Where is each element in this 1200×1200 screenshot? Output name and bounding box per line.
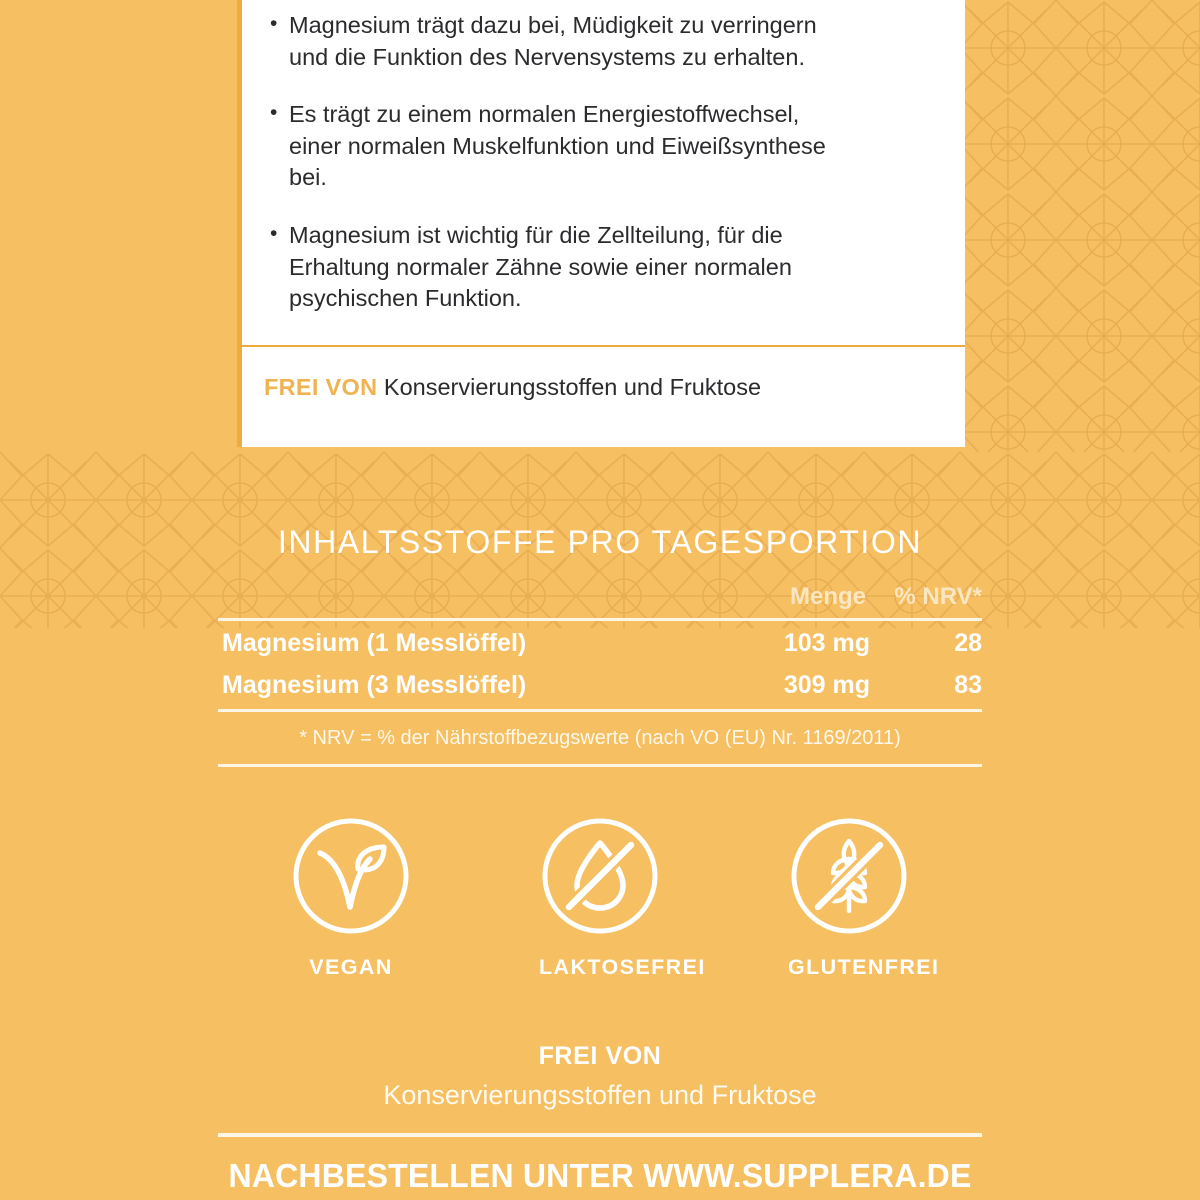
benefit-line: und die Funktion des Nervensystems zu erhalten. — [289, 43, 805, 70]
benefit-line: Erhaltung normaler Zähne sowie einer normalen — [289, 253, 792, 280]
cert-vegan — [290, 815, 412, 980]
list-item — [270, 220, 939, 315]
footer-free-from-text: Konservierungsstoffen und Fruktose — [383, 1080, 817, 1110]
table-rule-bottom — [218, 764, 982, 767]
nrv-footnote: * NRV = % der Nährstoffbezugswerte (nach VO (EU) Nr. 1169/2011) — [299, 727, 901, 749]
no-lactose-droplet-icon — [539, 815, 661, 937]
benefit-line: Es trägt zu einem normalen Energiestoffwechsel, — [289, 101, 800, 128]
cert-label: VEGAN — [309, 955, 393, 979]
list-item — [270, 10, 939, 73]
row-name: Magnesium (1 Messlöffel) — [222, 629, 527, 657]
card-free-from — [264, 374, 761, 401]
benefits-card — [237, 0, 965, 447]
row-nrv: 83 — [954, 671, 982, 699]
cert-lactose-free — [539, 815, 706, 980]
footer-free-from-title: FREI VON — [538, 1042, 662, 1070]
bullet-marker: • — [270, 101, 278, 125]
table-rule-mid — [218, 709, 982, 712]
benefit-line: Magnesium ist wichtig für die Zellteilung, für die — [289, 221, 783, 248]
card-divider — [242, 345, 965, 347]
vegan-leaf-icon — [290, 815, 412, 937]
bullet-marker: • — [270, 12, 278, 35]
row-amount: 103 mg — [783, 629, 870, 657]
nutrition-table — [218, 583, 982, 769]
cert-gluten-free — [788, 815, 940, 980]
header-nrv: % NRV* — [894, 583, 982, 610]
benefit-line: psychischen Funktion. — [289, 285, 522, 312]
table-row — [218, 623, 982, 665]
row-amount: 309 mg — [783, 671, 870, 699]
row-name: Magnesium (3 Messlöffel) — [222, 671, 527, 699]
free-from-accent: FREI VON — [264, 374, 378, 400]
free-from-text: Konservierungsstoffen und Fruktose — [383, 374, 762, 400]
certification-badges — [0, 815, 1200, 980]
cert-label: GLUTENFREI — [788, 955, 940, 979]
no-gluten-wheat-icon — [788, 815, 910, 937]
benefit-line: Magnesium trägt dazu bei, Müdigkeit zu verringern — [289, 12, 817, 38]
benefit-line: bei. — [289, 164, 327, 191]
row-nrv: 28 — [954, 629, 982, 657]
table-rule-top — [218, 618, 982, 621]
bullet-marker: • — [270, 221, 278, 245]
list-item — [270, 99, 939, 194]
footer-order-text: NACHBESTELLEN UNTER WWW.SUPPLERA.DE — [228, 1157, 972, 1194]
table-header-row — [218, 583, 982, 616]
cert-label: LAKTOSEFREI — [539, 955, 706, 979]
footer-divider — [218, 1133, 982, 1137]
benefit-line: einer normalen Muskelfunktion und Eiweißsynthese — [289, 132, 826, 159]
benefits-list — [242, 0, 965, 315]
table-row — [218, 665, 982, 707]
nutrition-title: INHALTSSTOFFE PRO TAGESPORTION — [277, 524, 923, 560]
header-amount: Menge — [789, 583, 866, 610]
